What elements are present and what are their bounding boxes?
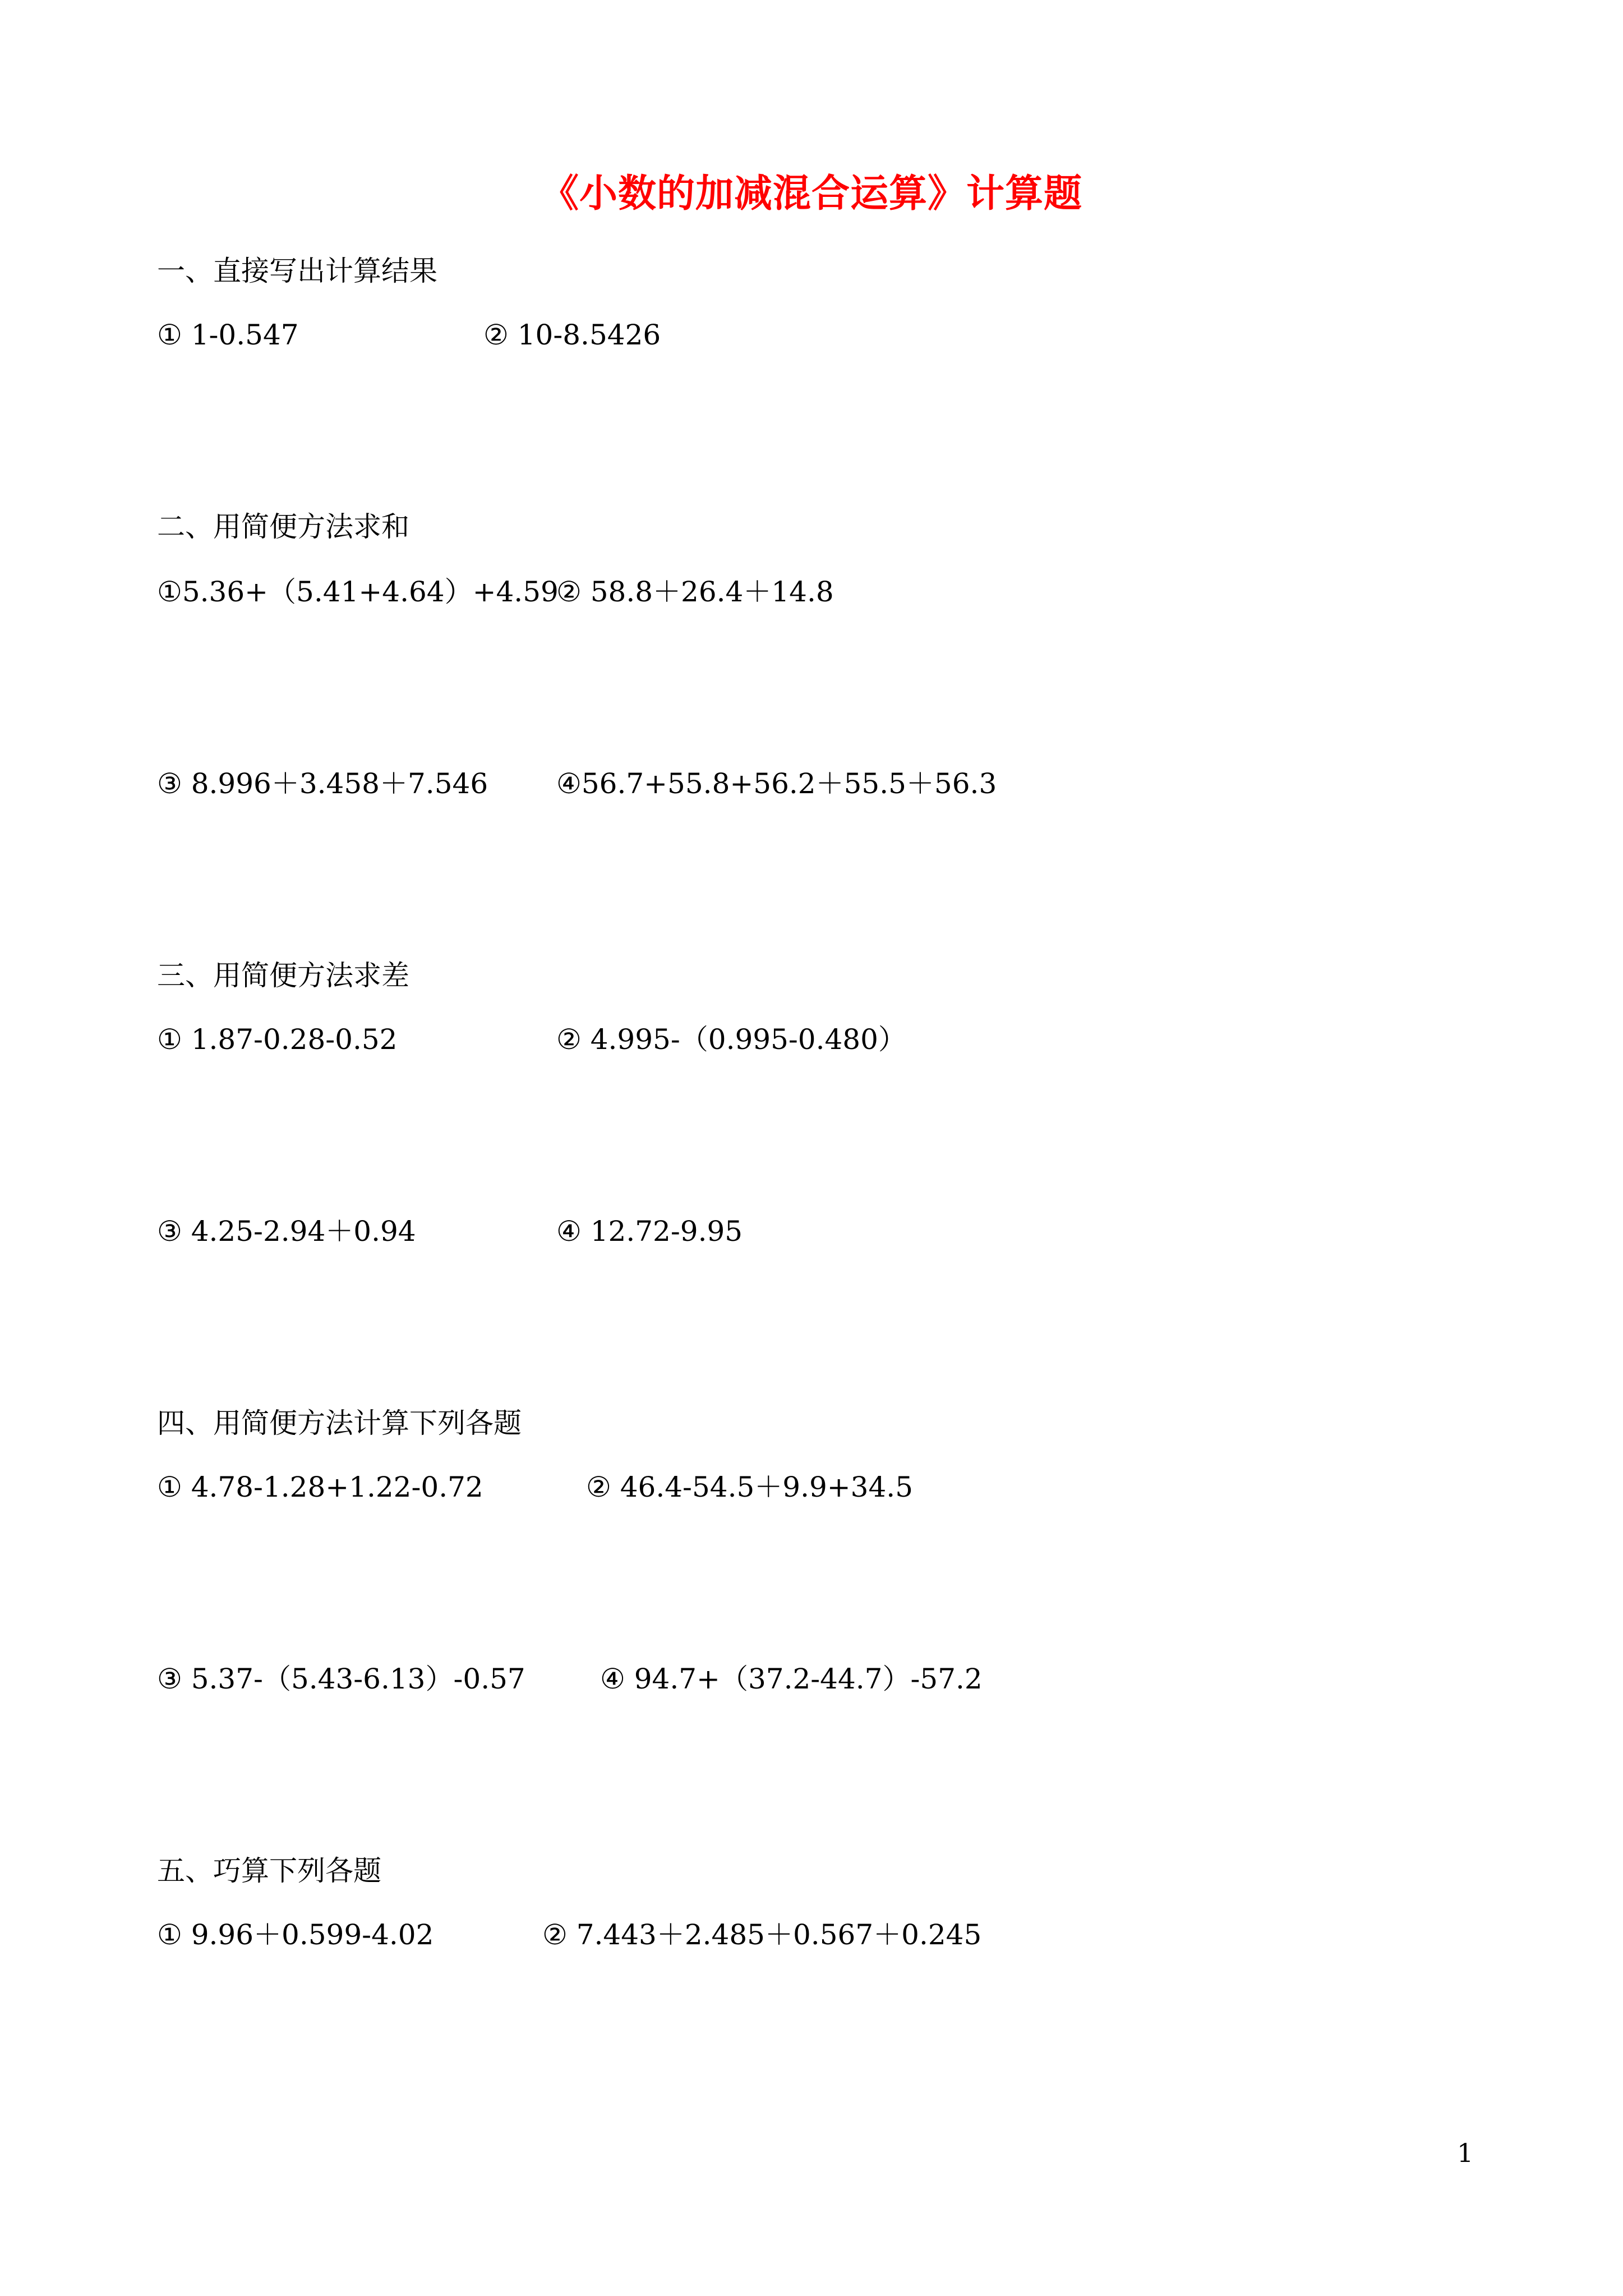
problem-2-2: ② 58.8＋26.4＋14.8 (556, 576, 834, 608)
problem-4-3: ③ 5.37-（5.43-6.13）-0.57 (157, 1663, 525, 1695)
section-heading-2: 二、用简便方法求和 (157, 510, 409, 543)
problem-3-2: ② 4.995-（0.995-0.480） (556, 1023, 906, 1056)
problem-2-3: ③ 8.996＋3.458＋7.546 (157, 767, 488, 800)
section-heading-3: 三、用简便方法求差 (157, 959, 409, 992)
section-heading-4: 四、用简便方法计算下列各题 (157, 1407, 522, 1439)
problem-4-1: ① 4.78-1.28+1.22-0.72 (157, 1471, 483, 1503)
problem-3-4: ④ 12.72-9.95 (556, 1215, 743, 1248)
problem-1-2: ② 10-8.5426 (483, 319, 661, 351)
problem-4-2: ② 46.4-54.5＋9.9+34.5 (586, 1471, 914, 1503)
page-number: 1 (1457, 2138, 1474, 2168)
problem-5-2: ② 7.443＋2.485＋0.567＋0.245 (542, 1918, 982, 1951)
section-heading-1: 一、直接写出计算结果 (157, 255, 437, 287)
problem-2-4: ④56.7+55.8+56.2＋55.5＋56.3 (556, 767, 997, 800)
problem-5-1: ① 9.96＋0.599-4.02 (157, 1918, 434, 1951)
problem-2-1: ①5.36+（5.41+4.64）+4.59 (157, 576, 559, 608)
problem-3-1: ① 1.87-0.28-0.52 (157, 1023, 398, 1056)
problem-4-4: ④ 94.7+（37.2-44.7）-57.2 (600, 1663, 983, 1695)
problem-3-3: ③ 4.25-2.94＋0.94 (157, 1215, 416, 1248)
page-title: 《小数的加减混合运算》计算题 (540, 171, 1082, 216)
section-heading-5: 五、巧算下列各题 (157, 1855, 381, 1887)
problem-1-1: ① 1-0.547 (157, 319, 299, 351)
